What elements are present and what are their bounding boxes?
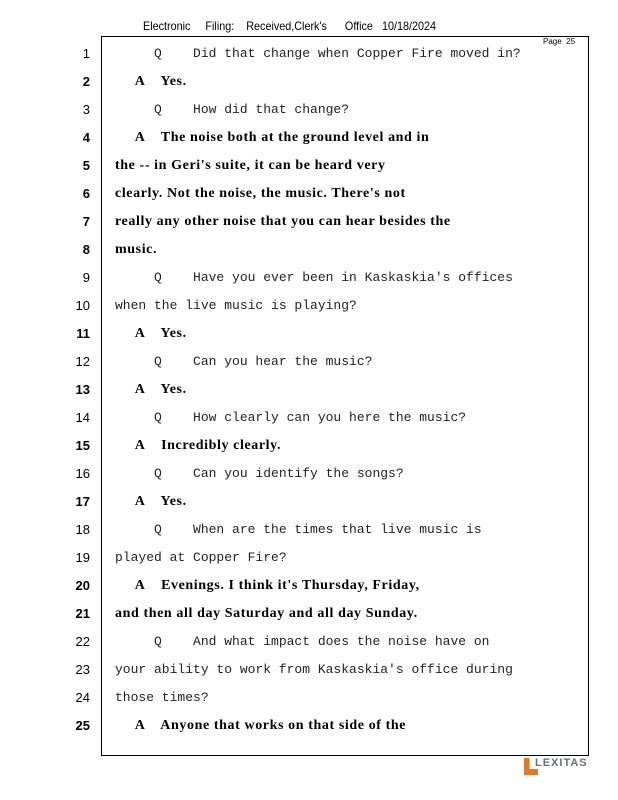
line-number: 1	[82, 46, 90, 61]
line-number: 3	[82, 102, 90, 117]
line-number: 11	[76, 326, 90, 341]
transcript-line	[0, 460, 618, 488]
line-number: 25	[75, 718, 90, 733]
line-number: 22	[75, 634, 90, 649]
transcript-line	[0, 404, 618, 432]
line-number: 9	[82, 270, 90, 285]
lexitas-logo-text: LEXITAS	[535, 757, 588, 769]
transcript-line	[0, 376, 618, 404]
line-text: Q How clearly can you here the music?	[115, 410, 467, 425]
transcript-line	[0, 320, 618, 348]
line-number: 2	[82, 74, 90, 89]
transcript-line	[0, 712, 618, 740]
transcript-line	[0, 68, 618, 96]
transcript-line	[0, 628, 618, 656]
line-text: clearly. Not the noise, the music. There's not	[115, 186, 406, 201]
line-text: A Yes.	[115, 494, 187, 509]
line-text: Q Did that change when Copper Fire moved in?	[115, 46, 521, 61]
line-number: 24	[75, 690, 90, 705]
line-number: 7	[82, 214, 90, 229]
page-number-value: 25	[566, 37, 576, 46]
transcript-line	[0, 432, 618, 460]
line-number: 13	[75, 382, 90, 397]
line-number: 5	[82, 158, 90, 173]
transcript-line	[0, 572, 618, 600]
transcript-line	[0, 180, 618, 208]
transcript-line	[0, 600, 618, 628]
line-text: A Anyone that works on that side of the	[115, 718, 407, 733]
line-text: A Yes.	[115, 74, 187, 89]
transcript-line	[0, 236, 618, 264]
line-number: 23	[75, 662, 90, 677]
line-number: 17	[75, 494, 90, 509]
line-number: 8	[82, 242, 90, 257]
transcript-line	[0, 96, 618, 124]
line-number: 4	[82, 130, 90, 145]
line-text: the -- in Geri's suite, it can be heard very	[115, 158, 386, 173]
transcript-line	[0, 152, 618, 180]
transcript-line	[0, 292, 618, 320]
line-number: 12	[75, 354, 90, 369]
line-text: and then all day Saturday and all day Sunday.	[115, 606, 418, 621]
line-text: really any other noise that you can hear besides the	[115, 214, 451, 229]
page-label: Page	[543, 37, 562, 46]
transcript-line	[0, 124, 618, 152]
line-text: Q And what impact does the noise have on	[115, 634, 490, 649]
line-text: A Incredibly clearly.	[115, 438, 282, 453]
line-text: Q Can you identify the songs?	[115, 466, 404, 481]
transcript-line	[0, 488, 618, 516]
line-text: A Yes.	[115, 326, 187, 341]
line-number: 6	[82, 186, 90, 201]
line-text: Q Can you hear the music?	[115, 354, 373, 369]
line-number: 20	[75, 578, 90, 593]
lexitas-logo	[524, 757, 594, 777]
transcript-line	[0, 684, 618, 712]
transcript-line	[0, 516, 618, 544]
line-number: 16	[75, 466, 90, 481]
filing-header: Electronic Filing: Received,Clerk's Office 10/18/2024	[143, 19, 436, 33]
line-text: Q When are the times that live music is	[115, 522, 482, 537]
line-text: Q Have you ever been in Kaskaskia's offices	[115, 270, 513, 285]
transcript-line	[0, 348, 618, 376]
line-text: your ability to work from Kaskaskia's office during	[115, 662, 513, 677]
transcript-line	[0, 544, 618, 572]
line-number: 19	[75, 550, 90, 565]
line-text: A Yes.	[115, 382, 187, 397]
line-text: A Evenings. I think it's Thursday, Friday,	[115, 578, 420, 593]
line-text: music.	[115, 242, 158, 257]
line-text: A The noise both at the ground level and in	[115, 130, 430, 145]
transcript-line	[0, 40, 618, 68]
line-number: 15	[75, 438, 90, 453]
line-number: 14	[75, 410, 90, 425]
transcript-line	[0, 208, 618, 236]
line-text: when the live music is playing?	[115, 298, 357, 313]
line-text: those times?	[115, 690, 209, 705]
transcript-line	[0, 264, 618, 292]
transcript-line	[0, 656, 618, 684]
line-text: played at Copper Fire?	[115, 550, 287, 565]
line-number: 10	[75, 298, 90, 313]
line-number: 18	[75, 522, 90, 537]
line-text: Q How did that change?	[115, 102, 350, 117]
line-number: 21	[75, 606, 90, 621]
